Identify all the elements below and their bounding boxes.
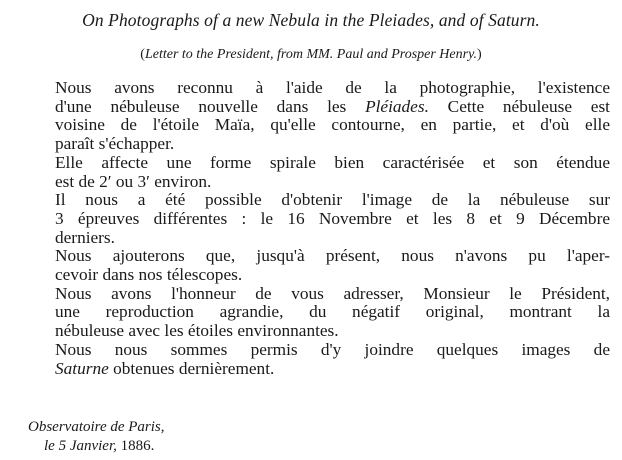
text-run: Nous avons reconnu à l'aide de la photographie, l'existence xyxy=(55,78,610,97)
text-run: Cette nébuleuse est xyxy=(428,96,610,116)
article-subtitle xyxy=(0,47,622,63)
signature-block xyxy=(28,418,165,456)
subtitle-authors: MM. Paul and Prosper Henry. xyxy=(302,47,478,62)
body-paragraph xyxy=(27,285,610,341)
text-line xyxy=(27,322,610,341)
text-run: Elle affecte une forme spirale bien caractérisée et son étendue xyxy=(55,152,610,172)
text-run: voisine de l'étoile Maïa, qu'elle contourne, en partie, et d'où elle xyxy=(55,115,610,135)
subtitle-close-paren: ) xyxy=(477,47,482,62)
text-line xyxy=(27,229,610,248)
text-run: Il nous a été possible d'obtenir l'image de la nébuleuse sur xyxy=(55,190,610,210)
text-line xyxy=(27,303,610,322)
text-line xyxy=(27,135,610,154)
text-run: paraît s'échapper. xyxy=(55,134,175,154)
signature-date xyxy=(28,437,165,456)
signature-date-text: le 5 Janvier, xyxy=(44,438,117,454)
text-run: Nous avons l'honneur de vous adresser, Monsieur le Président, xyxy=(55,283,610,303)
body-paragraph xyxy=(27,247,610,284)
text-run: d'une nébuleuse nouvelle dans les xyxy=(55,96,366,116)
text-line xyxy=(27,154,610,173)
signature-place: Observatoire de Paris, xyxy=(28,419,165,435)
text-run: nébuleuse avec les étoiles environnantes. xyxy=(55,321,339,341)
text-line xyxy=(27,266,610,285)
subtitle-letter-note: Letter to the President, from xyxy=(144,47,303,62)
text-run: est de 2′ ou 3′ environ. xyxy=(55,171,212,191)
text-run: une reproduction agrandie, du négatif original, montrant la xyxy=(55,302,610,322)
article-body xyxy=(27,79,610,378)
body-paragraph xyxy=(27,154,610,191)
text-run: 3 épreuves différentes : le 16 Novembre et les 8 et 9 Décembre xyxy=(55,208,610,228)
text-run: cevoir dans nos télescopes. xyxy=(55,265,243,285)
text-line xyxy=(27,285,610,304)
signature-year: 1886. xyxy=(116,438,155,454)
subtitle-open-paren: ( xyxy=(140,47,145,62)
article-title: On Photographs of a new Nebula in the Pleiades, and of Saturn. xyxy=(82,10,540,30)
text-line xyxy=(27,360,610,379)
body-paragraph xyxy=(27,341,610,378)
text-run: Nous nous sommes permis d'y joindre quelques images de xyxy=(55,339,610,359)
text-line xyxy=(27,247,610,266)
text-run: obtenues dernièrement. xyxy=(108,358,275,378)
text-line xyxy=(27,210,610,229)
body-paragraph xyxy=(27,191,610,247)
text-run: derniers. xyxy=(55,227,115,247)
body-paragraph xyxy=(27,79,610,154)
text-line xyxy=(27,98,610,117)
italic-term: Saturne xyxy=(55,358,109,378)
text-line xyxy=(27,116,610,135)
text-run: Nous ajouterons que, jusqu'à présent, nous n'avons pu l'aper- xyxy=(55,246,610,266)
text-line xyxy=(27,173,610,192)
text-line xyxy=(27,79,610,98)
text-line xyxy=(27,341,610,360)
text-line xyxy=(27,191,610,210)
italic-term: Pléiades. xyxy=(365,96,429,116)
